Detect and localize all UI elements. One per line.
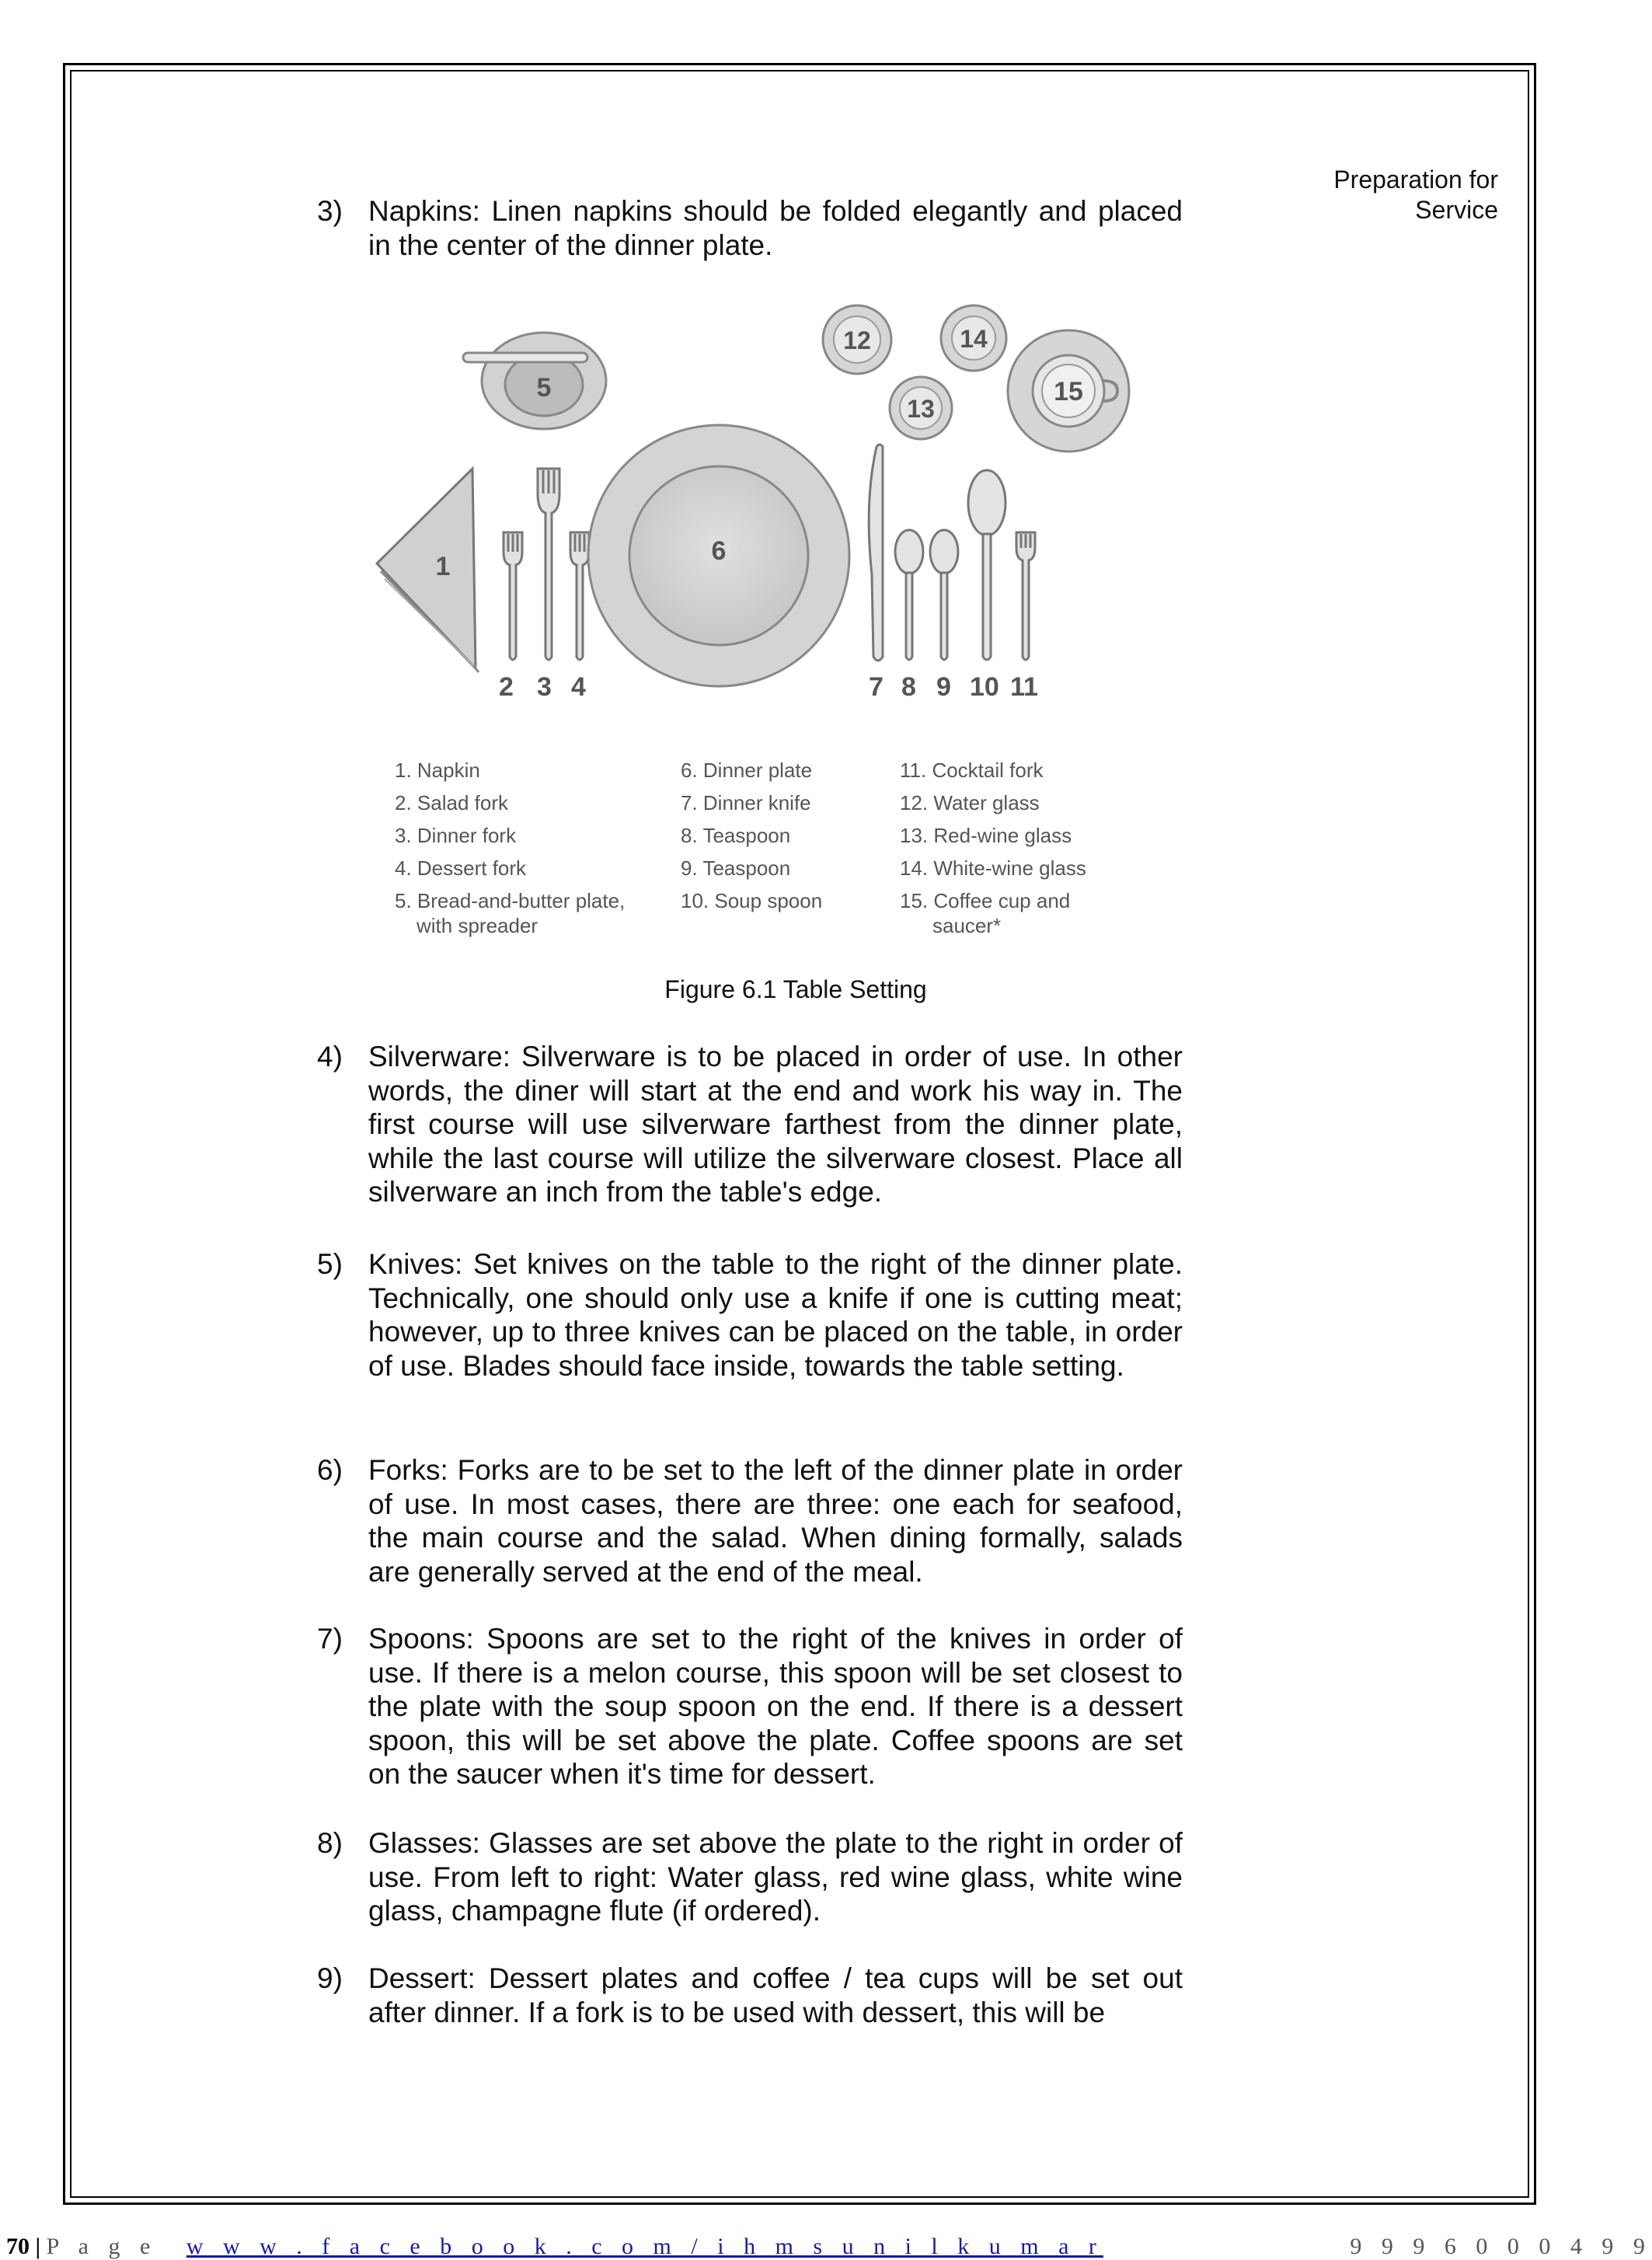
cocktail-fork-icon xyxy=(1016,532,1035,660)
list-item-knives xyxy=(317,1247,1183,1383)
item-text: Dessert: Dessert plates and coffee / tea cups will be set out after dinner. If a fork is to be used with dessert, this will be xyxy=(368,1962,1183,2028)
dinner-fork-icon xyxy=(538,469,559,660)
legend-entry: 8. Teaspoon xyxy=(681,824,791,847)
coffee-cup-saucer-icon xyxy=(1008,330,1129,452)
figure-label-4: 4 xyxy=(571,672,586,702)
legend-entry: 10. Soup spoon xyxy=(681,889,823,912)
list-item-glasses xyxy=(317,1826,1183,1928)
page-number: 70 xyxy=(6,2234,30,2259)
red-wine-glass-icon xyxy=(890,377,952,439)
sidebar-line-2: Service xyxy=(1415,196,1498,224)
legend-entry: 12. Water glass xyxy=(900,791,1040,814)
napkin-icon xyxy=(377,469,479,672)
legend-entry: saucer* xyxy=(932,914,1002,937)
item-number: 3) xyxy=(317,195,343,227)
list-item-dessert xyxy=(317,1962,1183,2029)
teaspoon-icon xyxy=(930,530,958,660)
figure-label-9: 9 xyxy=(936,672,951,702)
item-text: Forks: Forks are to be set to the left of the dinner plate in order of use. In most cases, there are three: one each for seafood, the main course and the salad. When dining formally, salads are generally served at the end of the meal. xyxy=(368,1454,1183,1588)
list-item-spoons xyxy=(317,1622,1183,1791)
dinner-plate-icon xyxy=(588,425,849,686)
legend-entry: 5. Bread-and-butter plate, xyxy=(395,889,626,912)
legend-entry: 15. Coffee cup and xyxy=(900,889,1071,912)
item-number: 5) xyxy=(317,1248,343,1280)
legend-entry: 6. Dinner plate xyxy=(681,759,813,782)
item-text: Napkins: Linen napkins should be folded elegantly and placed in the center of the dinner plate. xyxy=(368,195,1183,261)
item-text: Glasses: Glasses are set above the plate to the right in order of use. From left to right: Water glass, red wine glass, white wine glass, champagne flute (if ordered). xyxy=(368,1827,1183,1927)
legend-entry: 7. Dinner knife xyxy=(681,791,811,814)
legend-column-2 xyxy=(681,754,822,914)
table-setting-figure xyxy=(365,299,1158,952)
list-item-silverware xyxy=(317,1040,1183,1209)
figure-label-12: 12 xyxy=(843,326,871,354)
list-item-napkins xyxy=(317,194,1183,262)
item-number: 6) xyxy=(317,1454,343,1486)
figure-label-8: 8 xyxy=(901,672,916,702)
dinner-knife-icon xyxy=(869,445,883,661)
figure-label-2: 2 xyxy=(499,672,514,702)
figure-label-7: 7 xyxy=(869,672,884,702)
soup-spoon-icon xyxy=(968,470,1005,660)
legend-entry: 9. Teaspoon xyxy=(681,856,791,880)
item-text: Spoons: Spoons are set to the right of the knives in order of use. If there is a melon course, this spoon will be set closest to the plate with the soup spoon on the end. If there is a dessert spoon, this will be set above the plate. Coffee spoons are set on the saucer when it's time for dessert. xyxy=(368,1623,1183,1790)
legend-column-3 xyxy=(900,754,1086,937)
facebook-link[interactable]: w w w . f a c e b o o k . c o m / i h m s u n i l k u m a r xyxy=(186,2234,1103,2259)
legend-entry: 4. Dessert fork xyxy=(395,856,527,880)
white-wine-glass-icon xyxy=(941,305,1006,371)
phone-number: 9 9 9 6 0 0 0 4 9 9 xyxy=(1350,2234,1652,2259)
figure-label-13: 13 xyxy=(907,395,935,423)
legend-column-1 xyxy=(395,754,625,937)
legend-entry: 11. Cocktail fork xyxy=(900,759,1044,782)
sidebar-line-1: Preparation for xyxy=(1333,166,1498,194)
legend-entry: with spreader xyxy=(416,914,538,937)
item-number: 4) xyxy=(317,1041,343,1072)
figure-label-14: 14 xyxy=(960,325,988,353)
figure-caption: Figure 6.1 Table Setting xyxy=(664,975,927,1003)
item-number: 9) xyxy=(317,1962,343,1994)
footer-separator: | xyxy=(35,2234,47,2259)
legend-entry: 13. Red-wine glass xyxy=(900,824,1072,847)
page-word: P a g e xyxy=(46,2234,158,2259)
figure-label-1: 1 xyxy=(435,552,451,581)
figure-label-6: 6 xyxy=(711,536,727,566)
figure-label-15: 15 xyxy=(1054,377,1083,406)
item-number: 8) xyxy=(317,1827,343,1859)
legend-entry: 3. Dinner fork xyxy=(395,824,517,847)
figure-label-11: 11 xyxy=(1010,672,1038,702)
water-glass-icon xyxy=(823,305,891,374)
item-text: Knives: Set knives on the table to the right of the dinner plate. Technically, one should only use a knife if one is cutting meat; however, up to three knives can be placed on the table, in order of use. Blades should face inside, towards the table setting. xyxy=(368,1248,1183,1382)
figure-label-3: 3 xyxy=(537,672,552,702)
figure-label-10: 10 xyxy=(970,672,999,702)
legend-entry: 2. Salad fork xyxy=(395,791,508,814)
dessert-fork-icon xyxy=(570,532,589,660)
figure-label-5: 5 xyxy=(536,373,552,403)
item-number: 7) xyxy=(317,1623,343,1655)
salad-fork-icon xyxy=(504,532,522,660)
list-item-forks xyxy=(317,1453,1183,1589)
teaspoon-icon xyxy=(895,530,923,660)
legend-entry: 1. Napkin xyxy=(395,759,480,782)
section-sidebar-title xyxy=(1296,165,1498,225)
legend-entry: 14. White-wine glass xyxy=(900,856,1086,880)
page-footer xyxy=(6,2234,1652,2260)
bread-butter-plate-icon xyxy=(463,333,606,429)
item-text: Silverware: Silverware is to be placed in order of use. In other words, the diner will start at the end and work his way in. The first course will use silverware farthest from the dinner plate, while the last course will utilize the silverware closest. Place all silverware an inch from the table's edge. xyxy=(368,1041,1183,1208)
